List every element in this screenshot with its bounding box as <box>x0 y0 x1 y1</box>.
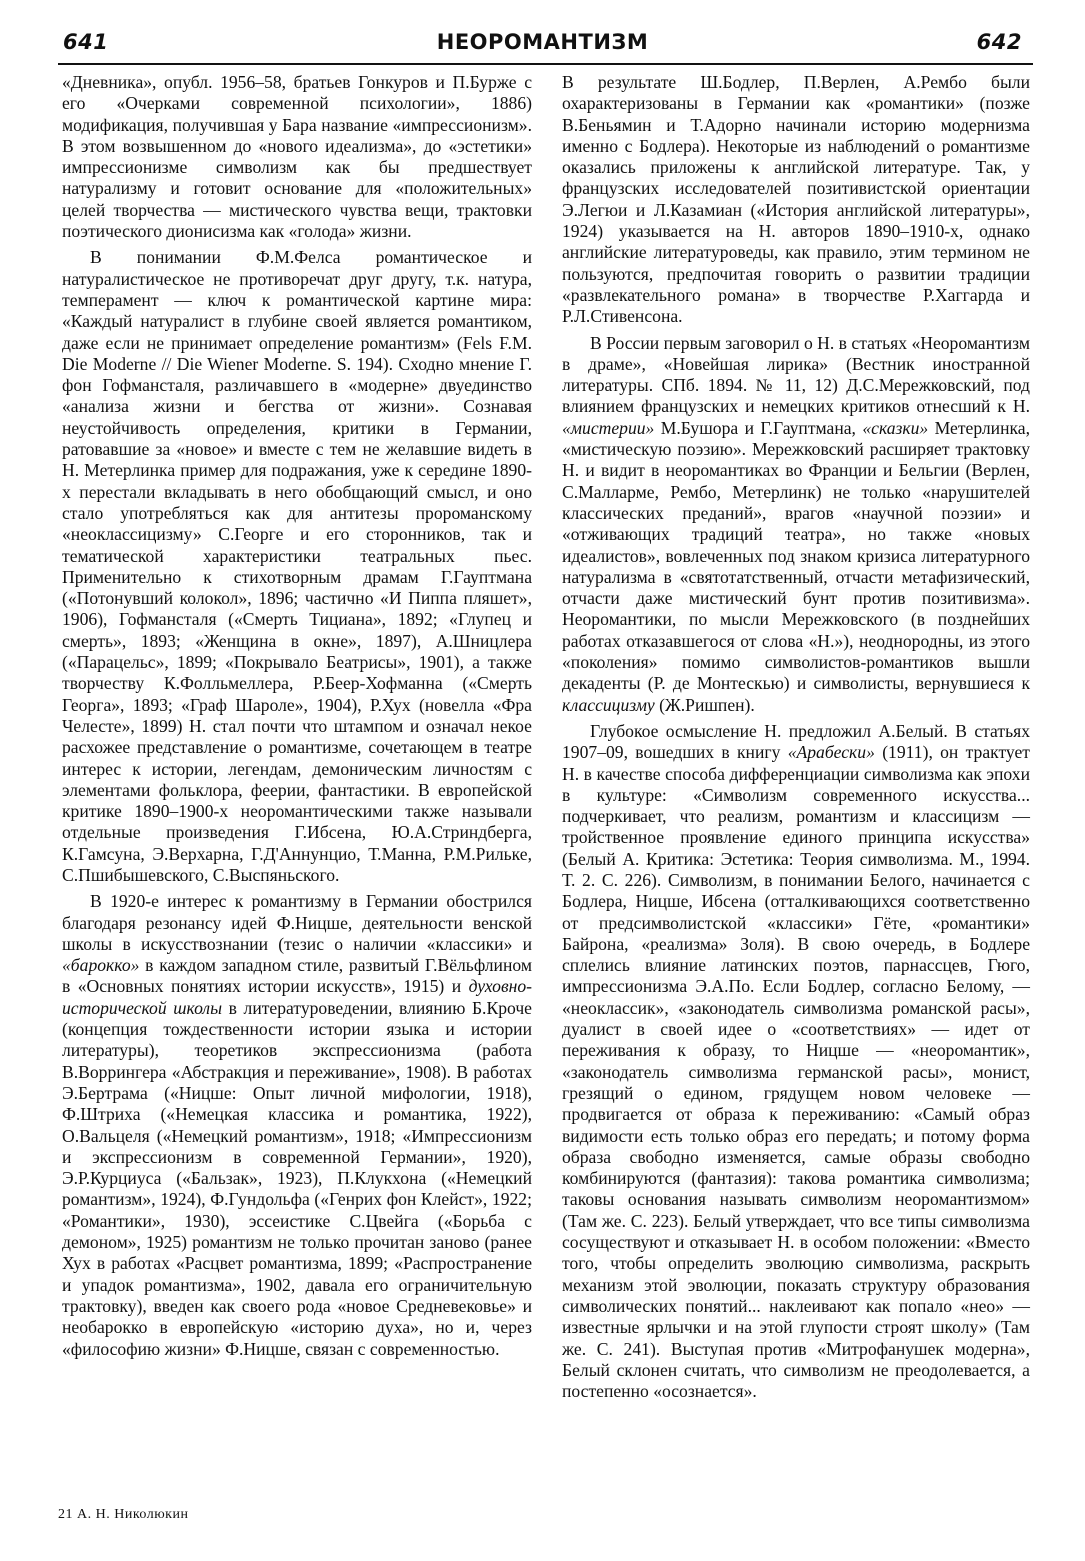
footer-signature: 21 А. Н. Николюкин <box>58 1507 189 1522</box>
page-number-right: 642 <box>976 30 1022 54</box>
paragraph <box>562 721 1030 1403</box>
header-rule <box>58 63 1033 65</box>
paragraph <box>62 891 532 1360</box>
running-title: НЕОРОМАНТИЗМ <box>436 30 649 54</box>
paragraph: «Дневника», опубл. 1956–58, братьев Гонкуров и П.Бурже с его «Очерками современной психологии», 1886) модификация, получившая у Бара название «импрессионизм». В этом возвышенном до «нового идеализма», до «эстетики» импрессионизме символизм как бы предшествует натурализму и готовит основание для «положительных» целей творчества — мистического чувства вещи, трактовки поэтического дионисизма как «голода» жизни. <box>62 72 532 242</box>
text-run: Глубокое осмысление Н. предложил А.Белый. В статьях 1907–09, вошедших в книгу <box>562 720 1030 763</box>
text-run: (Ж.Ришпен). <box>654 694 755 715</box>
text-run: в литературоведении, влиянию Б.Кроче (концепция тождественности истории языка и истории литературы), теоретиков экспрессионизма (работа В.Воррингера «Абстракция и переживание», 1908). В работах Э.Бертрама («Ницше: Опыт личной мифологии, 1918), Ф.Штриха («Немецкая классика и романтика, 1922), О.Вальцеля («Немецкий романтизм», 1918; «Импрессионизм и экспрессионизм в современной Германии», 1920), Э.Р.Курциуса («Бальзак», 1923), П.Клукхона («Немецкий романтизм», 1924), Ф.Гундольфа («Генрих фон Клейст», 1922; «Романтики», 1930), эссеистике С.Цвейга («Борьба с демоном», 1925) романтизм не только прочитан заново (ранее Хух в работах «Расцвет романтизма, 1899; «Распространение и упадок романтизма», 1902, давала его ограничительную трактовку), введен как своего рода «новое Средневековье» и необарокко в европейскую «историю духа», но и, через «философию жизни» Ф.Ницше, связан с современностью. <box>62 997 532 1359</box>
italic-term: «мистерии» <box>562 417 655 438</box>
italic-term: классицизму <box>562 694 655 715</box>
italic-term: духовно-исторической школы <box>62 976 532 1018</box>
left-column <box>62 72 532 1360</box>
italic-term: «барокко» <box>62 955 140 976</box>
text-run: (1911), он трактует Н. в качестве способа дифференциации символизма как эпохи в культуре: «Символизм современного искусства... подчеркивает, что реализм, романтизм и классицизм — тройственное проявление единого принципа искусства» (Белый А. Критика: Эстетика: Теория символизма. М., 1994. Т. 2. С. 226). Символизм, в понимании Белого, начинается с Бодлера, Ницше, Ибсена (отталкивающихся соответственно от предсимволистской «классики» Гёте, «романтики» Байрона, «реализма» Золя). В свою очередь, в Бодлере сплелись влияние латинских поэтов, парнассцев, Гюго, импрессионизма Э.А.По. Если Бодлер, согласно Белому, — «неоклассик», «законодатель символизма романской расы», дуалист в своей идее о «соответствиях» — идет от переживания к образу, то Ницше — «неоромантик», «законодатель символизма германской расы», монист, грезящий о едином, грядущем новом человеке — продвигается от образа к переживанию: «Самый образ видимости есть только образ его передать; и потому форма образа свободно изменяется, самые образы свободно комбинируются (фантазия): такова романтика символизма; таковы основания называть символизм неоромантизмом» (Там же. С. 223). Белый утверждает, что все типы символизма сосуществуют и отказывает Н. в особом положении: «Вместо того, чтобы определить эволюцию символизма, раскрыть механизм этой эволюции, показать структуру образования символических понятий... наклеивают как попало «нео» — известные ярлычки и на этой глупости строят школу» (Там же. С. 241). Выступая против «Митрофанушек модерна», Белый склонен считать, что символизм не преодолевается, а постепенно «осознается». <box>562 742 1030 1402</box>
text-run: В 1920-е интерес к романтизму в Германии обострился благодаря резонансу идей Ф.Ницше, деятельности венской школы в искусствознании (тезис о наличии «классики» и <box>62 891 532 954</box>
text-run: М.Бушора и Г.Гауптмана, <box>654 417 863 438</box>
page-header <box>55 30 1030 66</box>
page-number-left: 641 <box>63 30 109 54</box>
text-run: Метерлинка, «мистическую поэзию». Мережковский расширяет трактовку Н. и видит в неоромантиках во Франции и Бельгии (Верлен, С.Малларме, Рембо, Метерлинк) не только «нарушителей классических преданий», врагов «научной поэзии» и «отживающих традиций театра», но также «новых идеалистов», вовлеченных под знаком кризиса литературного натурализма в «святотатственный, отчасти метафизический, отчасти даже мистический бунт против позитивизма». Неоромантики, по мысли Мережковского (в позднейших работах отказавшегося от слова «Н.»), неоднородны, из этого «поколения» помимо символистов-романтиков вышли декаденты (Р. де Монтескью) и символисты, вернувшиеся к <box>562 417 1031 694</box>
paragraph <box>562 333 1030 716</box>
italic-term: «Арабески» <box>787 742 875 763</box>
text-run: В России первым заговорил о Н. в статьях «Неоромантизм в драме», «Новейшая лирика» (Вестник иностранной литературы. СПб. 1894. № 11, 12) Д.С.Мережковский, под влиянием французских и немецких критиков отнесший к Н. <box>562 332 1030 417</box>
text-run: в каждом западном стиле, развитый Г.Вёльфлином в «Основных понятиях истории искусств», 1915) и <box>62 955 532 997</box>
right-column <box>562 72 1030 1402</box>
paragraph: В понимании Ф.М.Фелса романтическое и натуралистическое не противоречат друг другу, т.к. натура, темперамент — ключ к романтической картине мира: «Каждый натуралист в глубине своей является романтиком, даже если не принимает определение романтизм» (Fels F.M. Die Moderne // Die Wiener Moderne. S. 194). Сходно мнение Г. фон Гофмансталя, различавшего в «модерне» двуединство «анализа жизни и бегства от жизни». Сознавая неустойчивость определения, критики в Германии, ратовавшие за «новое» и вместе с тем не желавшие видеть в Н. Метерлинка пример для подражания, уже к середине 1890-х перестали вкладывать в него обобщающий смысл, и оно стало употребляться как для антитезы пророманскому «неоклассицизму» С.Георге и его сторонников, так и тематической характеристики театральных пьес. Применительно к стихотворным драмам Г.Гауптмана («Потонувший колокол», 1896; частично «И Пиппа пляшет», 1906), Гофмансталя («Смерть Тициана», 1892; «Глупец и смерть», 1893; «Женщина в окне», 1897), А.Шницлера («Парацельс», 1899; «Покрывало Беатрисы», 1901), а также творчеству К.Фолльмеллера, Р.Беер-Хофманна («Смерть Георга», 1893; «Граф Шароле», 1904), Р.Хух (новелла «Фра Челесте», 1899) Н. стал почти что штампом и означал некое расхожее представление о романтизме, сочетающем в театре интерес к истории, легендам, демоническим личностям с элементами фольклора, феерии, фантастики. В европейской критике 1890–1900-х неоромантическими также называли отдельные произведения Г.Ибсена, Ю.А.Стриндберга, К.Гамсуна, Э.Верхарна, Г.Д'Аннунцио, Т.Манна, Р.М.Рильке, С.Пшибышевского, С.Выспяньского. <box>62 247 532 885</box>
italic-term: «сказки» <box>862 417 929 438</box>
paragraph: В результате Ш.Бодлер, П.Верлен, А.Рембо были охарактеризованы в Германии как «романтики» (позже В.Беньямин и Т.Адорно начинали историю модернизма именно с Бодлера). Некоторые из наблюдений о романтизме оказались приложены к английской литературе. Так, у французских исследователей позитивистской ориентации Э.Легюи и Л.Казамиан («История английской литературы», 1924) указывается на Н. авторов 1890–1910-х, однако английские литературоведы, как правило, этим термином не пользуются, предпочитая говорить о развитии традиции «развлекательного романа» в творчестве Р.Хаггарда и Р.Л.Стивенсона. <box>562 72 1030 327</box>
